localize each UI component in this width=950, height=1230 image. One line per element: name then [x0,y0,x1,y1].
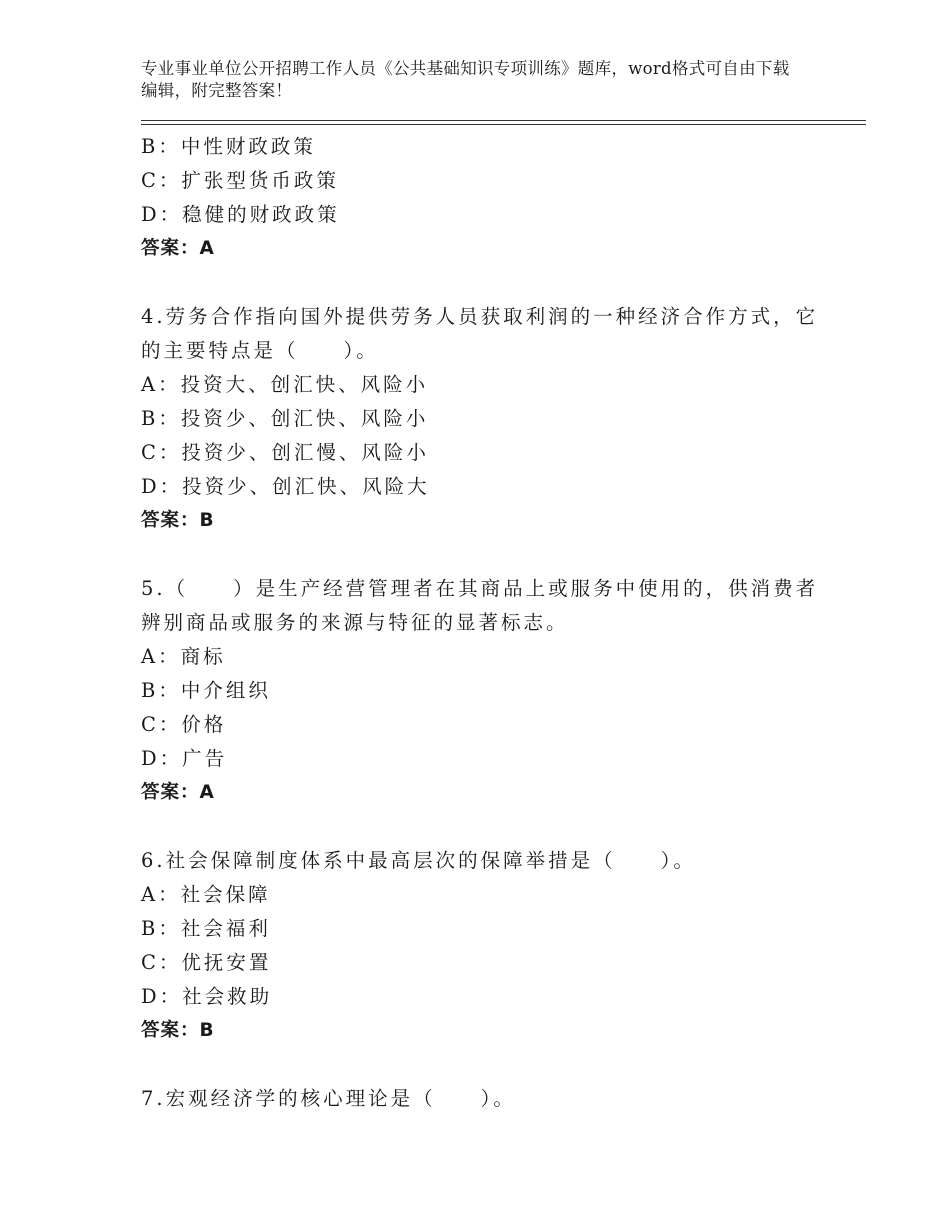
question-stem: 4.劳务合作指向国外提供劳务人员获取利润的一种经济合作方式，它 [141,305,819,328]
answer-line: 答案：A [141,238,215,259]
spacer [141,810,841,844]
question-list [141,130,841,1116]
answer-line: 答案：A [141,782,215,803]
spacer [141,266,841,300]
option-b: B：投资少、创汇快、风险小 [141,407,429,430]
spacer [141,1048,841,1082]
option-d: D：社会救助 [141,985,273,1008]
option-b: B：社会福利 [141,917,271,940]
answer-line: 答案：B [141,510,215,531]
question-stem: 6.社会保障制度体系中最高层次的保障举措是（ ）。 [141,849,696,872]
header-divider [141,120,866,125]
spacer [141,538,841,572]
option-a: A：投资大、创汇快、风险小 [141,373,429,396]
prev-question [141,130,841,266]
option-c: C：投资少、创汇慢、风险小 [141,441,429,464]
answer-line: 答案：B [141,1020,215,1041]
option-d: D：投资少、创汇快、风险大 [141,475,430,498]
question-4 [141,300,841,538]
option-d: D：稳健的财政政策 [141,203,340,226]
option-a: A：商标 [141,645,226,668]
option-c: C：优抚安置 [141,951,272,974]
option-b: B：中介组织 [141,679,271,702]
question-stem: 的主要特点是（ ）。 [141,339,379,362]
option-b: B：中性财政政策 [141,135,316,158]
question-5 [141,572,841,810]
question-stem: 7.宏观经济学的核心理论是（ ）。 [141,1087,516,1110]
question-stem: 5.（ ）是生产经营管理者在其商品上或服务中使用的，供消费者 [141,577,819,600]
option-c: C：扩张型货币政策 [141,169,339,192]
option-a: A：社会保障 [141,883,271,906]
option-c: C：价格 [141,713,227,736]
question-stem: 辨别商品或服务的来源与特征的显著标志。 [141,611,569,634]
page-header: 专业事业单位公开招聘工作人员《公共基础知识专项训练》题库，word格式可自由下载编辑，附完整答案！ [141,59,790,100]
question-7 [141,1082,841,1116]
option-d: D：广告 [141,747,228,770]
question-6 [141,844,841,1048]
